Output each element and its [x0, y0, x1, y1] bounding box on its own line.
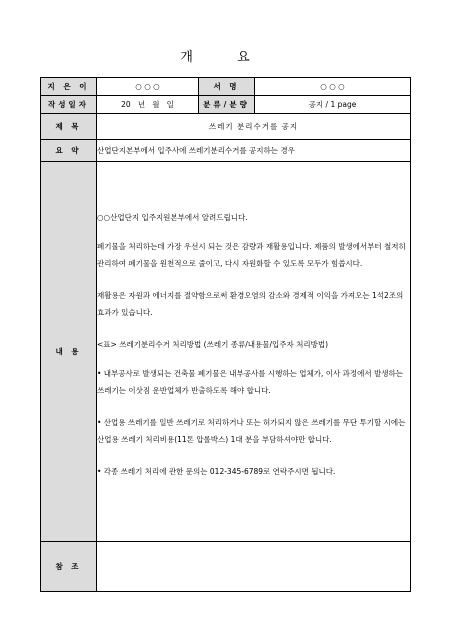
- reference-value: [97, 542, 411, 592]
- subject-value: 쓰레기 분리수거를 공지: [97, 114, 411, 140]
- content-body: [97, 162, 411, 542]
- document-title: 개 요: [180, 50, 270, 65]
- reference-label: 참 조: [41, 542, 97, 592]
- summary-value: 산업단지본부에서 입주사에 쓰레기분리수거를 공지하는 경우: [97, 140, 411, 162]
- content-paragraph: • 내부공사로 발생되는 건축물 폐기물은 내부공사를 시행하는 업체가, 이사 과정에서 발생하는 쓰레기는 이삿짐 운반업체가 반출하도록 해야 합니다.: [97, 368, 403, 395]
- content-paragraph: <표> 쓰레기분리수거 처리방법 (쓰레기 종류/내용물/입주자 처리방법): [97, 339, 329, 349]
- author-label: 지 은 이: [41, 78, 97, 96]
- date-value: 20 년 월 일: [97, 96, 199, 114]
- content-paragraph: 재활용은 자원과 에너지를 절약함으로써 환경오염의 감소와 경제적 이익을 가져오는 1석2조의 효과가 있습니다.: [97, 290, 404, 317]
- category-label: 분류/분량: [199, 96, 255, 114]
- overview-table: [40, 77, 411, 592]
- summary-label: 요 약: [41, 140, 97, 162]
- content-paragraph: ○○산업단지 입주지원본부에서 알려드립니다.: [97, 212, 248, 222]
- signature-value: ○ ○ ○: [255, 78, 411, 96]
- date-label: 작성일자: [41, 96, 97, 114]
- category-value: 공지 / 1 page: [255, 96, 411, 114]
- subject-label: 제 목: [41, 114, 97, 140]
- signature-label: 서 명: [199, 78, 255, 96]
- content-paragraph: 폐기물을 처리하는데 가장 우선시 되는 것은 감량과 재활용입니다. 제품의 발생에서부터 철저히 관리하여 폐기물을 원천적으로 줄이고, 다시 자원화할 수 있도록 모두가 힘씁시다.: [97, 241, 406, 268]
- author-value: ○ ○ ○: [97, 78, 199, 96]
- content-label: 내 용: [41, 162, 97, 542]
- content-paragraph: • 각종 쓰레기 처리에 관한 문의는 012-345-6789로 연락주시면 됩니다.: [97, 466, 336, 476]
- content-paragraph: • 산업용 쓰레기를 일반 쓰레기로 처리하거나 또는 허가되지 않은 쓰레기를 무단 투기할 시에는 산업용 쓰레기 처리비용(11톤 압롤박스) 1대 분을 부담하셔야만 합니다.: [97, 417, 406, 444]
